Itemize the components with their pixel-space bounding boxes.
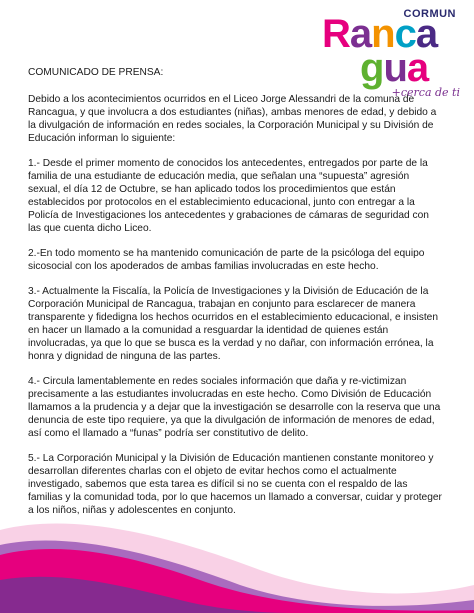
logo-org-text: CORMUN [403,8,456,20]
logo-letter: a [415,12,438,56]
logo-letter: g [360,46,384,90]
decorative-waves [0,500,474,613]
press-release-heading: COMUNICADO DE PRENSA: [28,67,164,78]
point-2-paragraph: 2.-En todo momento se ha mantenido comunicación de parte de la psicóloga del equipo sicosocial con los apoderados de ambas familias involucradas en este hecho. [28,248,425,272]
intro-paragraph: Debido a los acontecimientos ocurridos en el Liceo Jorge Alessandri de la comuna de Rancagua, y que involucra a dos estudiantes (niñas), ambas menores de edad, y debido a la divulgación de información en redes sociales, la Corporación Municipal y su División de Educación informan lo siguiente: [28,94,437,144]
logo-letter: c [394,12,416,56]
logo-letter: a [349,12,372,56]
point-5-paragraph: 5.- La Corporación Municipal y la División de Educación mantienen constante monitoreo y desarrollan diferentes charlas con el objeto de evitar hechos como el actualmente investigado, sabemos que esta tarea es difícil si no se cuenta con el respaldo de las familias y la comunidad toda, por lo que hacemos un llamado a conversar, cuidar y proteger a los niños, niñas y adolescentes en conjunto. [28,453,442,516]
logo-letter: n [371,12,395,56]
logo-letter: R [322,12,350,56]
logo-tagline: +cerca de ti [391,86,460,99]
point-3-paragraph: 3.- Actualmente la Fiscalía, la Policía de Investigaciones y la División de Educación de la Corporación Municipal de Rancagua, trabajan en conjunto para esclarecer de manera transparente y fidedigna los hechos ocurridos en el establecimiento educacional, e insisten en hacer un llamado a la comunidad a resguardar la identidad de quienes están involucradas, ya que lo que se busca es la verdad y no dañar, con información errónea, la honra y dignidad de ninguna de las partes. [28,286,439,362]
press-release-body [28,66,444,529]
logo-letter: a [406,46,429,90]
point-4-paragraph: 4.- Circula lamentablemente en redes sociales información que daña y re-victimizan precisamente a las estudiantes involucradas en este hecho. Como División de Educación llamamos a la prudencia y a dejar que la investigación se desarrolle con la reserva que una denuncia de este tipo requiere, ya que la divulgación de información de menores de edad, así como el llamado a “funas” podría ser constitutivo de delito. [28,376,441,439]
point-1-paragraph: 1.- Desde el primer momento de conocidos los antecedentes, entregados por parte de la familia de una estudiante de educación media, que señalan una “supuesta” agresión sexual, el día 12 de Octubre, se han aplicado todos los procedimientos que están establecidos por protocolos en el establecimiento educacional, junto con entregar a la Policía de Investigaciones los antecedentes y grabaciones de cámaras de seguridad con las que cuenta dicho Liceo. [28,158,429,234]
logo-letter: u [383,46,407,90]
